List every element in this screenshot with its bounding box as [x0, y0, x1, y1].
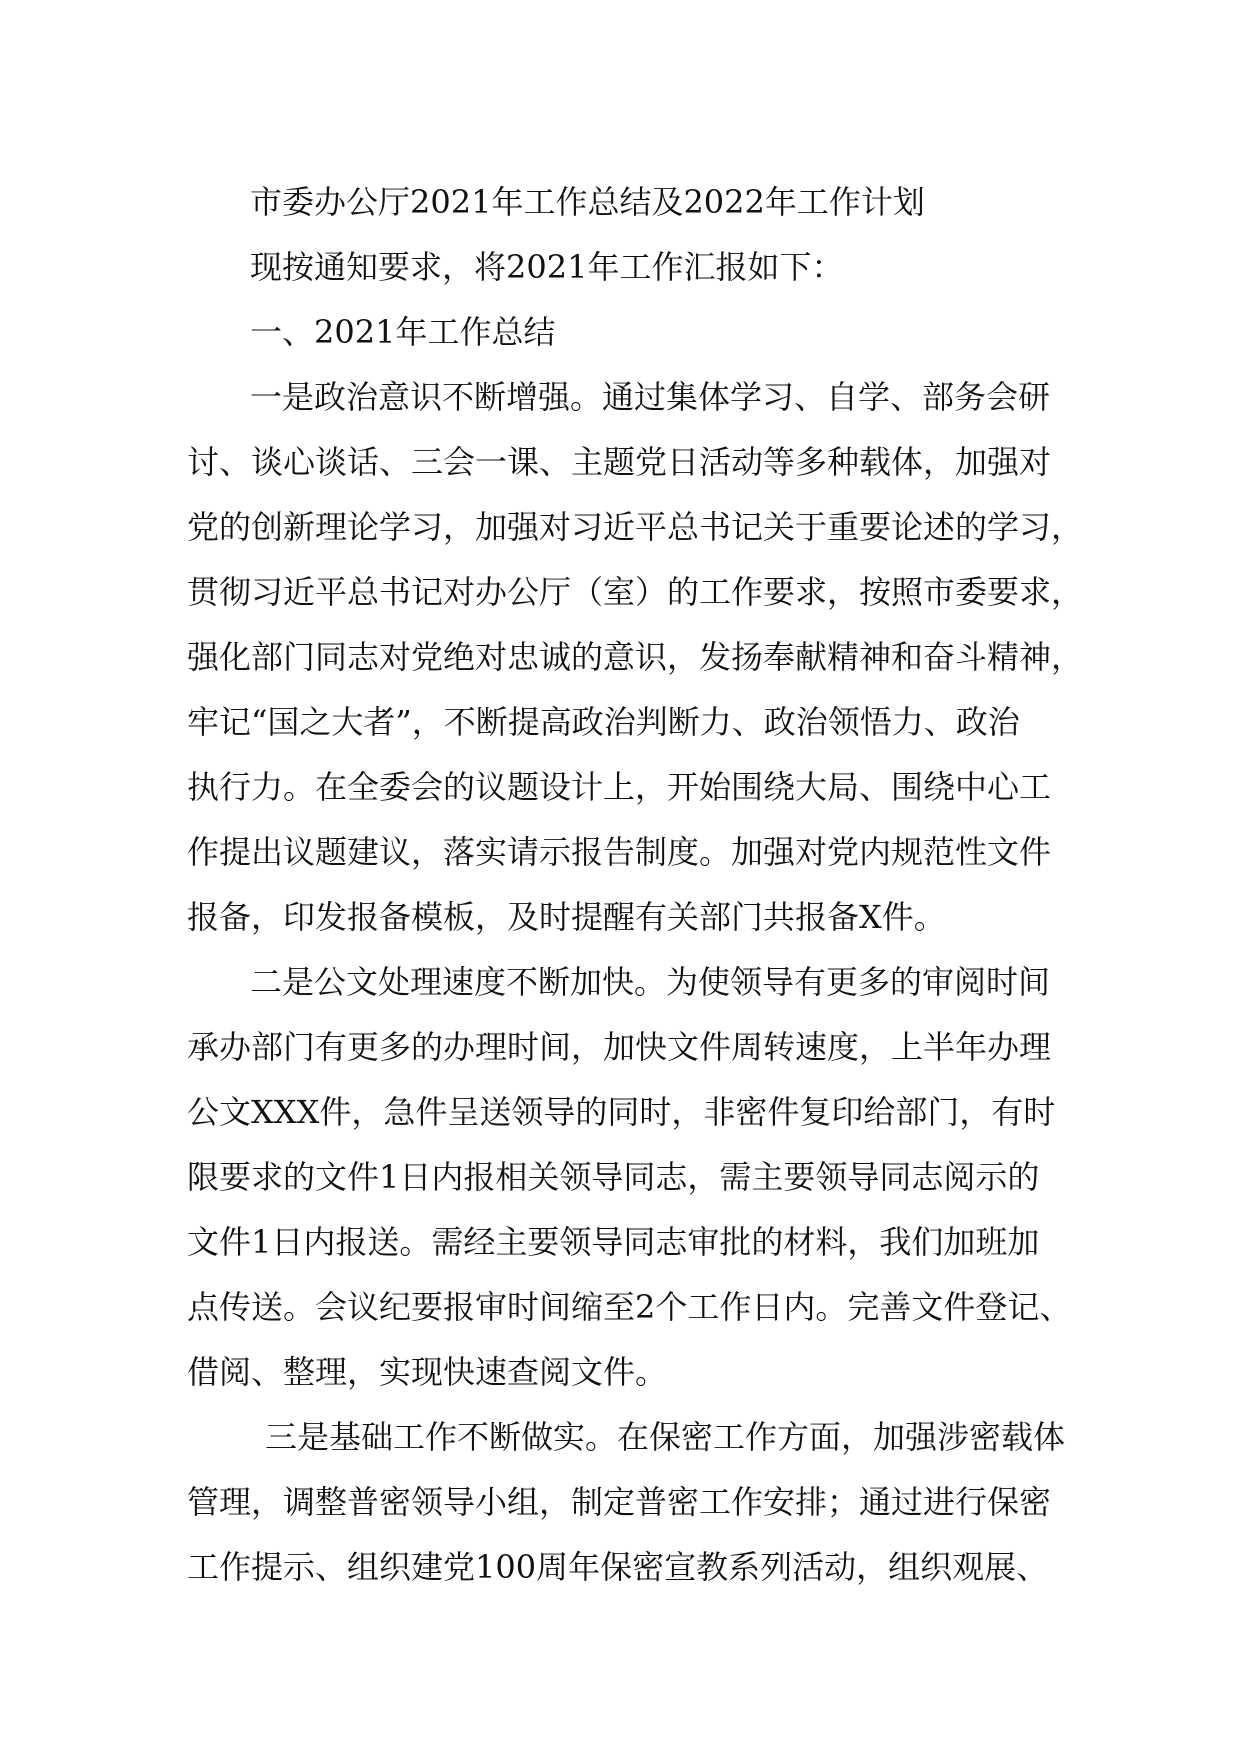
paragraph-political-awareness	[187, 365, 1087, 950]
paragraph-line: 报备，印发报备模板，及时提醒有关部门共报备X件。	[187, 898, 946, 936]
paragraph-line: 强化部门同志对党绝对忠诚的意识，发扬奉献精神和奋斗精神，	[187, 638, 1084, 676]
paragraph-line: 二是公文处理速度不断加快。为使领导有更多的审阅时间	[250, 963, 1051, 1001]
document-title: 市委办公厅2021年工作总结及2022年工作计划	[250, 183, 925, 221]
paragraph-line: 一是政治意识不断增强。通过集体学习、自学、部务会研	[250, 378, 1051, 416]
paragraph-line: 执行力。在全委会的议题设计上，开始围绕大局、围绕中心工	[187, 768, 1052, 806]
document-page	[187, 170, 1087, 1600]
paragraph-line: 文件1日内报送。需经主要领导同志审批的材料，我们加班加	[187, 1223, 1040, 1261]
paragraph-line: 点传送。会议纪要报审时间缩至2个工作日内。完善文件登记、	[187, 1288, 1072, 1326]
paragraph-line: 作提出议题建议，落实请示报告制度。加强对党内规范性文件	[187, 833, 1052, 871]
paragraph-line: 牢记“国之大者”，不断提高政治判断力、政治领悟力、政治	[187, 703, 1020, 741]
paragraph-line: 公文XXX件，急件呈送领导的同时，非密件复印给部门，有时	[187, 1093, 1056, 1131]
section-heading: 一、2021年工作总结	[250, 313, 556, 351]
paragraph-line: 党的创新理论学习，加强对习近平总书记关于重要论述的学习，	[187, 508, 1084, 546]
paragraph-line: 贯彻习近平总书记对办公厅（室）的工作要求，按照市委要求，	[187, 573, 1084, 611]
paragraph-document-processing	[187, 950, 1087, 1405]
paragraph-line: 工作提示、组织建党100周年保密宣教系列活动，组织观展、	[187, 1548, 1049, 1586]
paragraph-line: 限要求的文件1日内报相关领导同志，需主要领导同志阅示的	[187, 1158, 1040, 1196]
paragraph-line: 管理，调整普密领导小组，制定普密工作安排；通过进行保密	[187, 1483, 1052, 1521]
paragraph-line: 承办部门有更多的办理时间，加快文件周转速度，上半年办理	[187, 1028, 1052, 1066]
paragraph-basic-work	[187, 1405, 1087, 1600]
intro-text: 现按通知要求，将2021年工作汇报如下：	[250, 248, 844, 286]
paragraph-line: 借阅、整理，实现快速查阅文件。	[187, 1353, 668, 1391]
paragraph-line: 讨、谈心谈话、三会一课、主题党日活动等多种载体，加强对	[187, 443, 1052, 481]
paragraph-line: 三是基础工作不断做实。在保密工作方面，加强涉密载体	[265, 1418, 1066, 1456]
